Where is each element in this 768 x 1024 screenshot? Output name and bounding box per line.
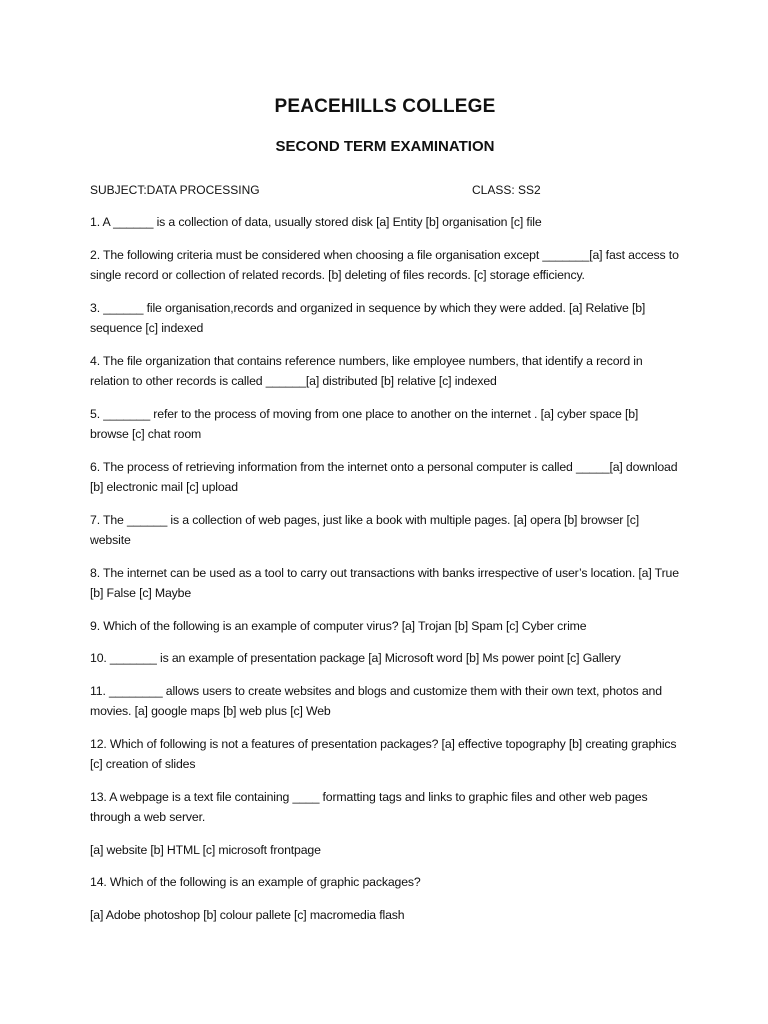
question-10: 10. _______ is an example of presentation package [a] Microsoft word [b] Ms power point [c] Gallery [90, 651, 621, 665]
subject-label: SUBJECT:DATA PROCESSING [90, 183, 260, 197]
question-12: 12. Which of following is not a features of presentation packages? [a] effective topography [b] creating graphics [c] creation of slides [90, 736, 677, 771]
question-4: 4. The file organization that contains reference numbers, like employee numbers, that identify a record in relation to other records is called ______[a] distributed [b] relative [c] indexed [90, 353, 643, 388]
school-name: PEACEHILLS COLLEGE [274, 96, 496, 117]
class-label: CLASS: SS2 [472, 183, 541, 197]
exam-title: SECOND TERM EXAMINATION [275, 138, 495, 155]
question-13-options: [a] website [b] HTML [c] microsoft frontpage [90, 842, 321, 857]
question-list [90, 212, 680, 925]
question-14: 14. Which of the following is an example of graphic packages? [90, 875, 421, 889]
question-3: 3. ______ file organisation,records and organized in sequence by which they were added. [a] Relative [b] sequence [c] indexed [90, 300, 646, 335]
question-13: 13. A webpage is a text file containing ____ formatting tags and links to graphic files and other web pages through a web server. [90, 789, 648, 824]
question-6: 6. The process of retrieving information from the internet onto a personal computer is called _____[a] download [b] electronic mail [c] upload [90, 459, 678, 494]
question-2: 2. The following criteria must be considered when choosing a file organisation except _______[a] fast access to single record or collection of related records. [b] deleting of files records. [c] storage efficiency. [90, 247, 679, 282]
question-11: 11. ________ allows users to create websites and blogs and customize them with their own text, photos and movies. [a] google maps [b] web plus [c] Web [90, 683, 662, 718]
exam-meta [90, 180, 680, 200]
question-14-options: [a] Adobe photoshop [b] colour pallete [c] macromedia flash [90, 907, 405, 922]
question-1: 1. A ______ is a collection of data, usually stored disk [a] Entity [b] organisation [c] file [90, 215, 542, 229]
question-7: 7. The ______ is a collection of web pages, just like a book with multiple pages. [a] opera [b] browser [c] website [90, 512, 640, 547]
question-8: 8. The internet can be used as a tool to carry out transactions with banks irrespective of user’s location. [a] True [b] False [c] Maybe [90, 565, 679, 600]
question-5: 5. _______ refer to the process of moving from one place to another on the internet . [a] cyber space [b] browse [c] chat room [90, 406, 639, 441]
question-9: 9. Which of the following is an example of computer virus? [a] Trojan [b] Spam [c] Cyber crime [90, 618, 587, 633]
